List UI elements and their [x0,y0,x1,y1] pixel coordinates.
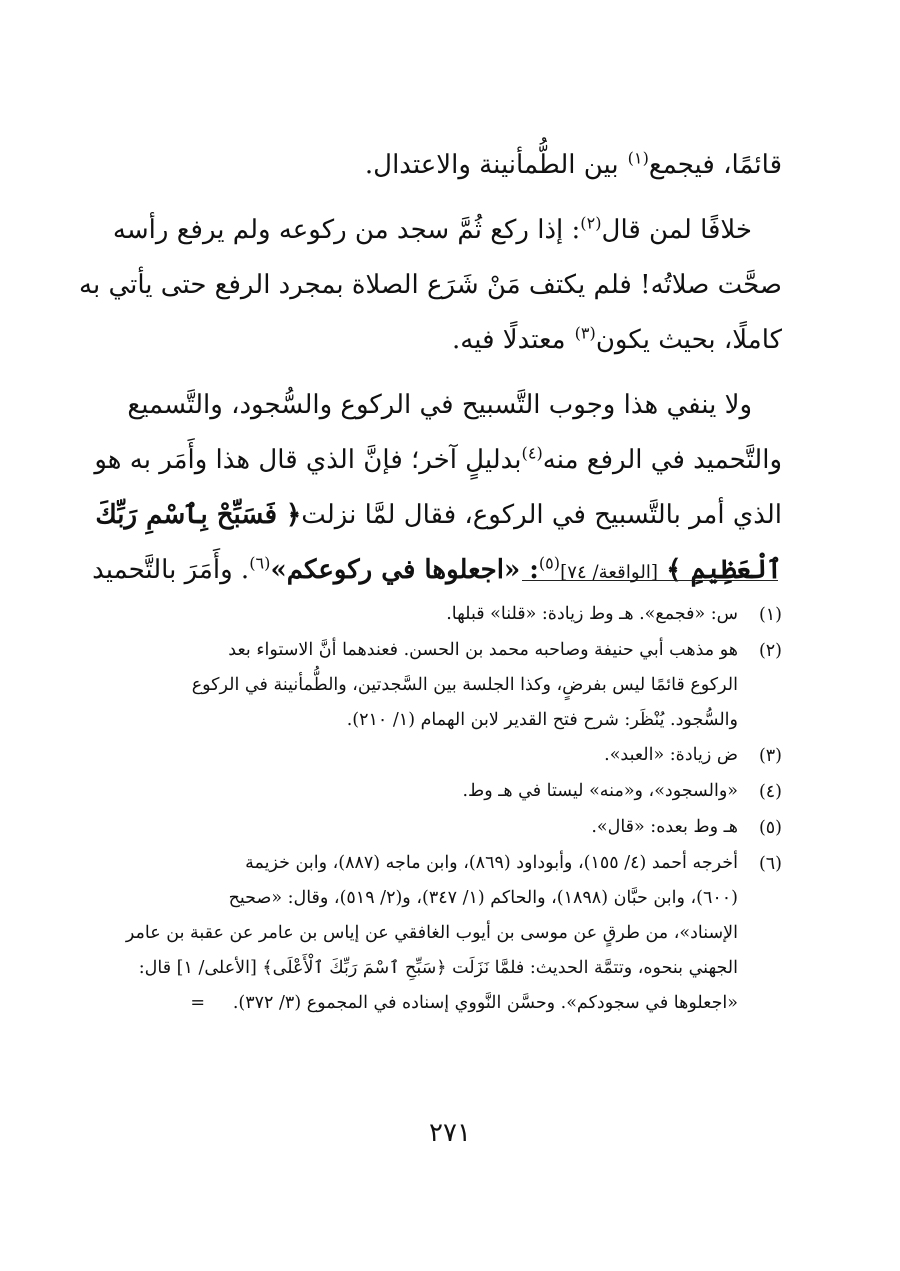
text-run: بين الطُّمأنينة والاعتدال. [364,150,619,180]
text-run: كاملًا، بحيث يكون [595,325,782,355]
main-text [79,138,782,598]
quran-verse: ﴿ فَسَبِّحْ بِٱسْمِ رَبِّكَ [95,500,302,530]
text-run: والتَّحميد في الرفع منه [542,445,782,475]
footnote-line: «والسجود»، و«منه» ليستا في هـ وط. [462,781,738,801]
footnote-line: هو مذهب أبي حنيفة وصاحبه محمد بن الحسن. فعندهما أنَّ الاستواء بعد [228,640,738,660]
text-run: معتدلًا فيه. [452,325,566,355]
footnote-marker[interactable]: (٢) [580,213,602,233]
footnote-line: هـ وط بعده: «قال». [591,817,738,837]
footnote-number: (٢) [758,641,782,661]
footnote-number: (٥) [758,818,782,838]
text-run: . وأَمَرَ بالتَّحميد [92,555,250,585]
text-line: ولا ينفي هذا وجوب التَّسبيح في الركوع والسُّجود، والتَّسميع [127,390,752,420]
text-line [112,203,782,258]
text-line [95,488,782,543]
footnote-line: ض زيادة: «العبد». [604,745,738,765]
text-line [120,313,782,368]
hadith-quote: : «اجعلوها في ركوعكم» [270,555,539,585]
text-run: الذي أمر بالتَّسبيح في الركوع، فقال لمَّا نزلت [301,500,782,530]
footnote-marker[interactable]: (٥) [538,553,561,573]
footnote-number: (٦) [758,854,782,874]
footnotes [120,597,782,1021]
footnote-line: أخرجه أحمد (٤/ ١٥٥)، وأبوداود (٨٦٩)، وابن ماجه (٨٨٧)، وابن خزيمة [245,853,738,873]
footnote-marker[interactable]: (١) [627,148,649,168]
text-line [120,138,782,193]
text-line: صحَّت صلاتُه! فلم يكتف مَنْ شَرَع الصلاة بمجرد الرفع حتى يأتي به [79,270,782,300]
footnote-divider [522,580,778,581]
footnote-line: (٦٠٠)، وابن حبَّان (١٨٩٨)، والحاكم (١/ ٣٤٧)، و(٢/ ٥١٩)، وقال: «صحيح [228,888,738,908]
verse-reference: [الواقعة/ ٧٤] [560,562,659,583]
footnote [120,810,782,846]
text-line [94,433,782,488]
footnote-number: (٣) [758,746,782,766]
page-number: ٢٧١ [429,1118,471,1148]
text-run: : إذا ركع ثُمَّ سجد من ركوعه ولم يرفع رأسه [112,215,581,245]
footnote [120,774,782,810]
text-line [92,543,782,598]
footnote-marker[interactable]: (٤) [521,443,543,463]
footnote-line: س: «فجمع». هـ وط زيادة: «قلنا» قبلها. [446,604,738,624]
text-run: قائمًا، فيجمع [648,150,782,180]
footnote-line: «اجعلوها في سجودكم». وحسَّن النَّووي إسناده في المجموع (٣/ ٣٧٢). = [190,993,738,1013]
footnote-line: الركوع قائمًا ليس بفرضٍ، وكذا الجلسة بين السَّجدتين، والطُّمأنينة في الركوع [191,675,738,695]
footnote [120,633,782,738]
footnote-number: (١) [758,605,782,625]
footnote-number: (٤) [758,782,782,802]
footnote-line: والسُّجود. يُنْظَر: شرح فتح القدير لابن الهمام (١/ ٢١٠). [346,710,738,730]
footnote [120,597,782,633]
text-run: بدليلٍ آخر؛ فإنَّ الذي قال هذا وأَمَر به هو [94,445,522,475]
footnote [120,738,782,774]
footnote [120,846,782,1021]
quran-verse: ٱلْعَظِيمِ ﴾ [666,555,782,585]
footnote-line: الجهني بنحوه، وتتمَّة الحديث: فلمَّا نَزَلَت ﴿سَبِّحِ ٱسْمَ رَبِّكَ ٱلْأَعْلَى﴾ [الأعلى/ ١] قال: [138,958,738,978]
footnote-marker[interactable]: (٣) [574,323,596,343]
footnote-marker[interactable]: (٦) [249,553,271,573]
text-run: خلافًا لمن قال [601,215,752,245]
footnote-line: الإسناد»، من طرقٍ عن موسى بن أيوب الغافقي عن إياس بن عامر عن عقبة بن عامر [125,923,738,943]
